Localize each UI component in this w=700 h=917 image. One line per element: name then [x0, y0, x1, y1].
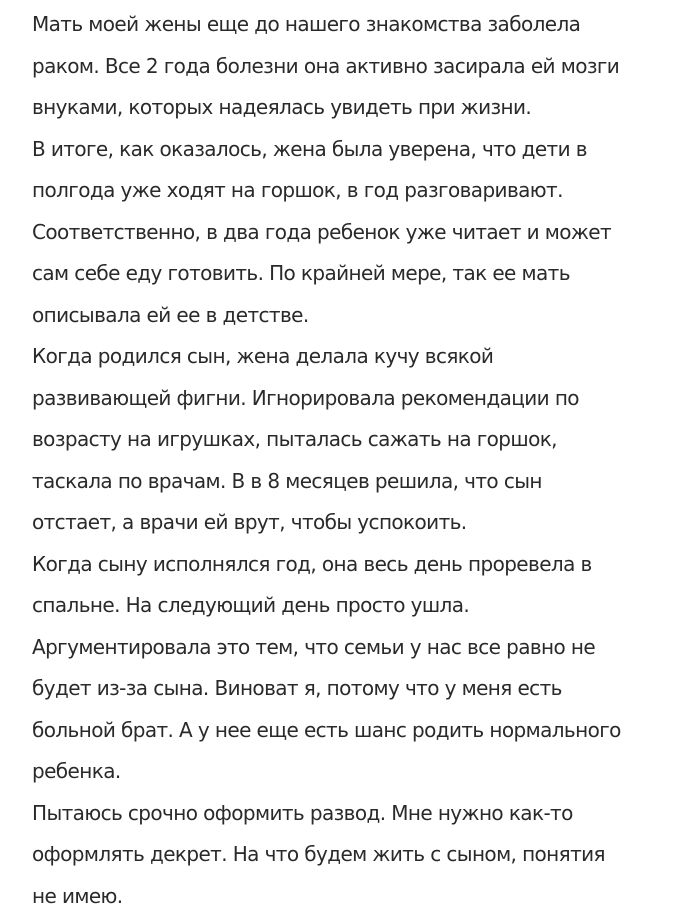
text-line: ребенка.: [32, 751, 700, 793]
text-line: Мать моей жены еще до нашего знакомства заболела: [32, 4, 700, 46]
text-line: больной брат. А у нее еще есть шанс родить нормального: [32, 710, 700, 752]
text-line: раком. Все 2 года болезни она активно засирала ей мозги: [32, 46, 700, 88]
text-line: возрасту на игрушках, пыталась сажать на горшок,: [32, 419, 700, 461]
text-line: Аргументировала это тем, что семьи у нас все равно не: [32, 627, 700, 669]
text-line: Пытаюсь срочно оформить развод. Мне нужно как-то: [32, 793, 700, 835]
text-line: не имею.: [32, 876, 700, 917]
text-line: описывала ей ее в детстве.: [32, 295, 700, 337]
text-line: Соответственно, в два года ребенок уже читает и может: [32, 212, 700, 254]
text-line: сам себе еду готовить. По крайней мере, так ее мать: [32, 253, 700, 295]
text-line: Когда сыну исполнялся год, она весь день проревела в: [32, 544, 700, 586]
text-line: Когда родился сын, жена делала кучу всякой: [32, 336, 700, 378]
text-line: оформлять декрет. На что будем жить с сыном, понятия: [32, 834, 700, 876]
text-line: спальне. На следующий день просто ушла.: [32, 585, 700, 627]
text-line: таскала по врачам. В в 8 месяцев решила, что сын: [32, 461, 700, 503]
text-line: полгода уже ходят на горшок, в год разговаривают.: [32, 170, 700, 212]
story-text: [32, 4, 700, 917]
text-line: развивающей фигни. Игнорировала рекомендации по: [32, 378, 700, 420]
text-line: В итоге, как оказалось, жена была уверена, что дети в: [32, 129, 700, 171]
text-line: будет из-за сына. Виноват я, потому что у меня есть: [32, 668, 700, 710]
text-line: отстает, а врачи ей врут, чтобы успокоить.: [32, 502, 700, 544]
text-line: внуками, которых надеялась увидеть при жизни.: [32, 87, 700, 129]
